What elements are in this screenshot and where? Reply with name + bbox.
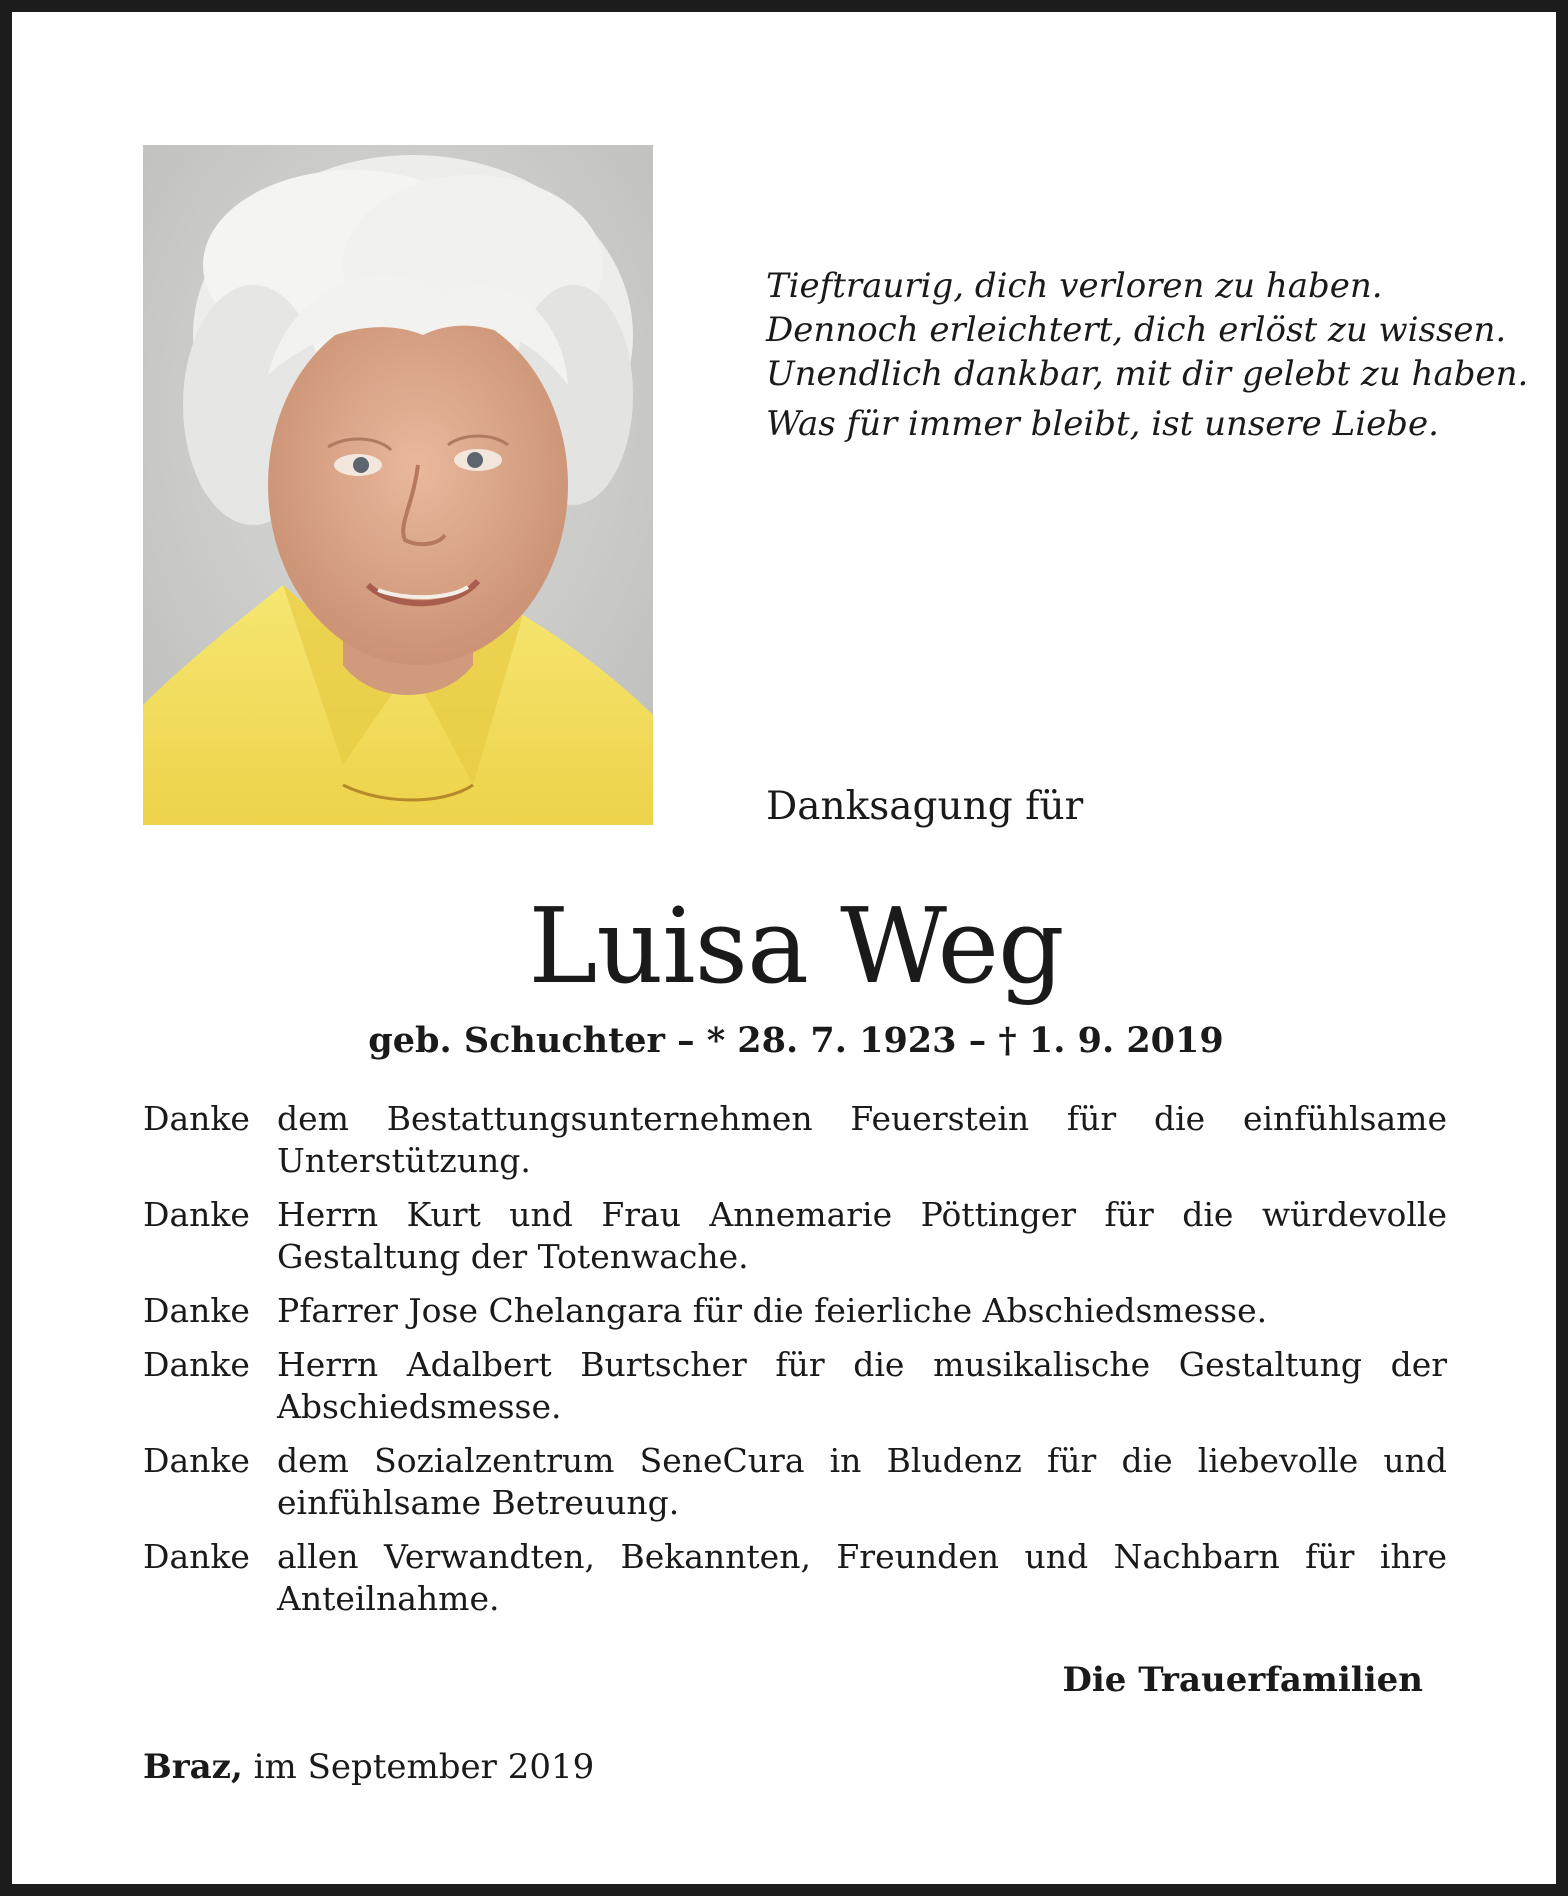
poem-line: Unendlich dankbar, mit dir gelebt zu haben. xyxy=(766,354,1529,394)
place-date-text: im September 2019 xyxy=(253,1747,595,1787)
thanks-text: allen Verwandten, Bekannten, Freunden und Nachbarn für ihre Anteilnahme. xyxy=(277,1537,1447,1618)
thanks-text: Herrn Adalbert Burtscher für die musikalische Gestaltung der Abschiedsmesse. xyxy=(277,1345,1447,1426)
thanks-text: Pfarrer Jose Chelangara für die feierliche Abschiedsmesse. xyxy=(277,1291,1268,1330)
portrait-illustration xyxy=(143,145,653,825)
life-dates: geb. Schuchter – * 28. 7. 1923 – † 1. 9. 2019 xyxy=(368,1020,1224,1061)
thanks-label: Danke xyxy=(143,1195,250,1234)
thanks-label: Danke xyxy=(143,1537,250,1576)
poem-line: Was für immer bleibt, ist unsere Liebe. xyxy=(766,404,1439,444)
thanks-item xyxy=(143,1290,1447,1332)
poem-line: Tieftraurig, dich verloren zu haben. xyxy=(766,266,1383,306)
thanks-item xyxy=(143,1098,1447,1182)
thanks-label: Danke xyxy=(143,1345,250,1384)
intro-text: Danksagung für xyxy=(766,784,1084,829)
thanks-item xyxy=(143,1536,1447,1620)
thanks-text: dem Bestattungsunternehmen Feuerstein für die einfühlsame Unterstützung. xyxy=(277,1099,1447,1180)
thanks-list xyxy=(143,1098,1447,1632)
signature: Die Trauerfamilien xyxy=(1062,1660,1423,1700)
place-date xyxy=(143,1744,594,1790)
thanks-item xyxy=(143,1194,1447,1278)
poem-line: Dennoch erleichtert, dich erlöst zu wissen. xyxy=(766,310,1507,350)
thanks-text: dem Sozialzentrum SeneCura in Bludenz für die liebevolle und einfühlsame Betreuung. xyxy=(277,1441,1447,1522)
thanks-label: Danke xyxy=(143,1099,250,1138)
place-town: Braz, xyxy=(143,1747,243,1787)
thanks-label: Danke xyxy=(143,1291,250,1330)
portrait-photo xyxy=(143,145,653,825)
thanks-text: Herrn Kurt und Frau Annemarie Pöttinger für die würdevolle Gestaltung der Totenwache. xyxy=(277,1195,1447,1276)
thanks-item xyxy=(143,1344,1447,1428)
poem xyxy=(766,264,1529,446)
thanks-label: Danke xyxy=(143,1441,250,1480)
deceased-name: Luisa Weg xyxy=(528,885,1064,1007)
thanks-item xyxy=(143,1440,1447,1524)
